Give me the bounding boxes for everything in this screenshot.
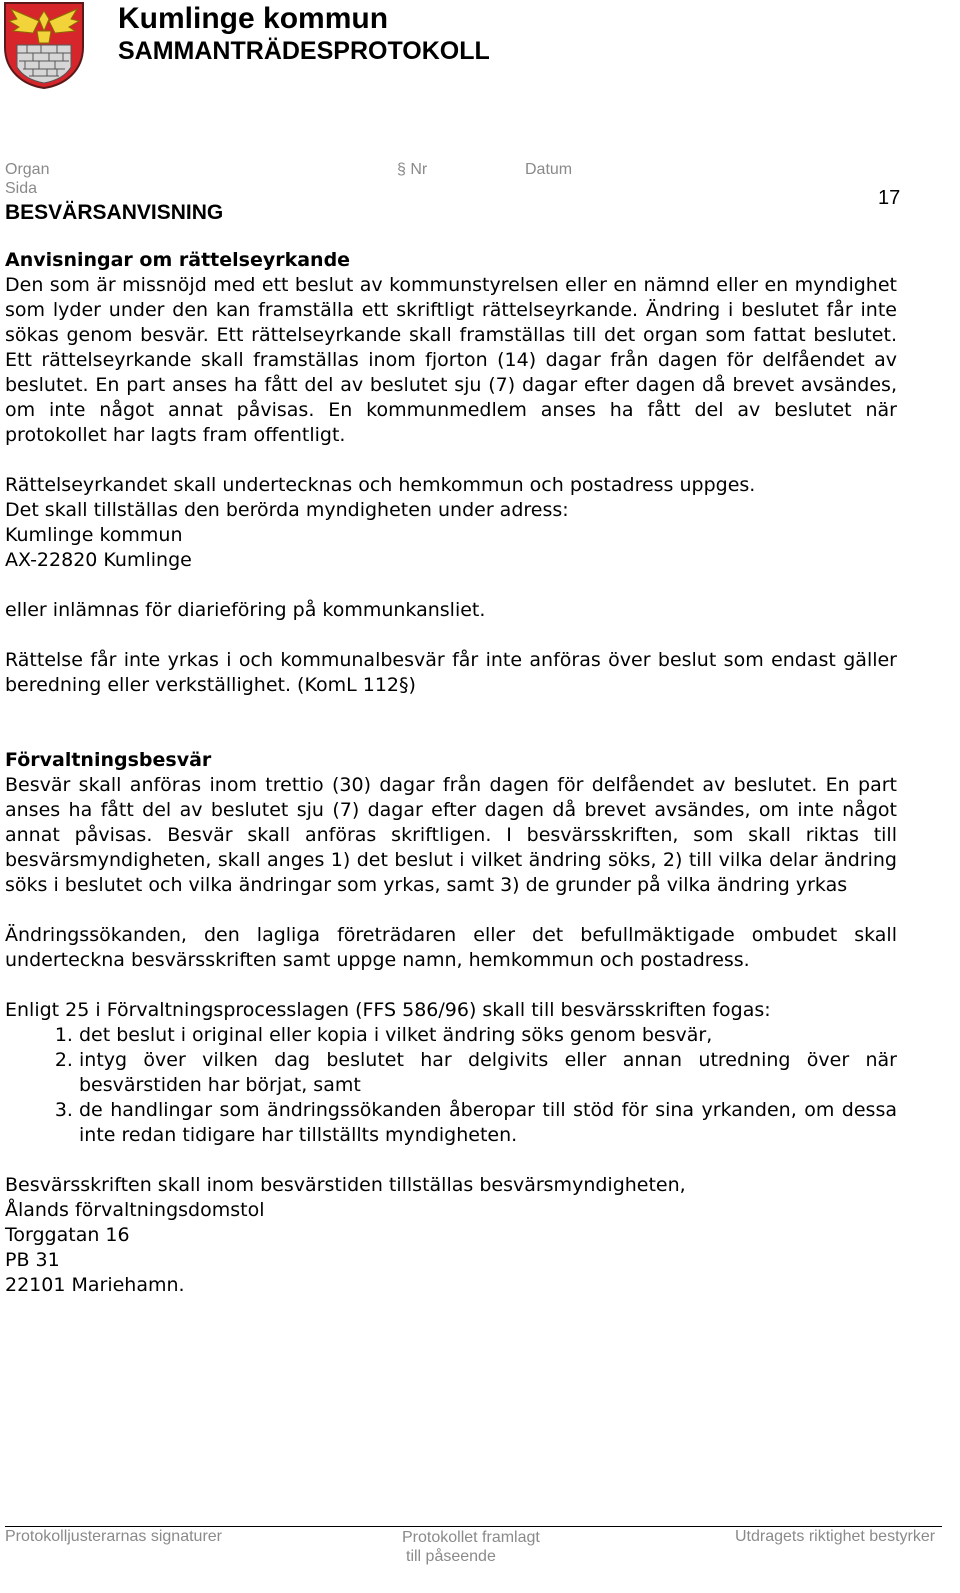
coat-of-arms-logo bbox=[3, 1, 85, 89]
submission-text: Besvärsskriften skall inom besvärstiden tillställas besvärsmyndigheten, bbox=[5, 1174, 686, 1196]
document-type: SAMMANTRÄDESPROTOKOLL bbox=[118, 37, 490, 65]
court-po-box: PB 31 bbox=[5, 1249, 60, 1271]
municipality-name: Kumlinge kommun bbox=[118, 2, 389, 35]
organ-label: Organ bbox=[5, 161, 50, 178]
rattelse-paragraph: Den som är missnöjd med ett beslut av kommunstyrelsen eller en nämnd eller en myndighet som lyder under den kan framställa ett skriftligt rättelseyrkande. Ändring i beslutet får inte sökas genom besvär. Ett rättelseyrkande skall framställas till det organ som fattat beslutet. Ett rättelseyrkande skall framställas inom fjorton (14) dagar från dagen för delfåendet av beslutet. En part anses ha fått del av beslutet sju (7) dagar efter dagen då brevet avsändes, om inte något annat påvisas. En kommunmedlem anses ha fått del av beslutet när protokollet har lagts fram offentligt. bbox=[5, 274, 897, 446]
footer-certified: Utdragets riktighet bestyrker bbox=[735, 1528, 936, 1545]
paragraph-number-label: § Nr bbox=[397, 161, 428, 178]
rattelse-signing: Rättelseyrkandet skall undertecknas och hemkommun och postadress uppges. bbox=[5, 474, 756, 496]
court-street: Torggatan 16 bbox=[5, 1224, 130, 1246]
rattelse-restriction: Rättelse får inte yrkas i och kommunalbesvär får inte anföras över beslut som endast gäller beredning eller verkställighet. (KomL 112§) bbox=[5, 649, 897, 696]
page-label: Sida bbox=[5, 180, 38, 197]
footer-divider bbox=[5, 1526, 942, 1527]
forvaltning-signing: Ändringssökanden, den lagliga företrädaren eller det befullmäktigade ombudet skall underteckna besvärsskriften samt uppge namn, hemkommun och postadress. bbox=[5, 924, 897, 971]
attachments-intro: Enligt 25 i Förvaltningsprocesslagen (FFS 586/96) skall till besvärsskriften fogas: bbox=[5, 999, 771, 1021]
forvaltning-heading: Förvaltningsbesvär bbox=[5, 749, 212, 771]
court-name: Ålands förvaltningsdomstol bbox=[5, 1199, 265, 1221]
document-body bbox=[5, 248, 897, 1298]
court-postal: 22101 Mariehamn. bbox=[5, 1274, 185, 1296]
attachment-item: 1. det beslut i original eller kopia i vilket ändring söks genom besvär, bbox=[79, 1023, 897, 1048]
attachment-item: 2. intyg över vilken dag beslutet har delgivits eller annan utredning över när besvärstiden har börjat, samt bbox=[79, 1048, 897, 1098]
rattelse-heading: Anvisningar om rättelseyrkande bbox=[5, 249, 351, 271]
footer-posted-line1: Protokollet framlagt bbox=[402, 1529, 540, 1546]
section-title: BESVÄRSANVISNING bbox=[5, 201, 224, 224]
forvaltning-paragraph: Besvär skall anföras inom trettio (30) dagar från dagen för delfåendet av beslutet. En part anses ha fått del av beslutet sju (7) dagar efter dagen då brevet avsändes, om inte något annat påvisas. Besvär skall anföras skriftligen. I besvärsskriften, som skall riktas till besvärsmyndigheten, skall anges 1) det beslut i vilket ändring söks, 2) till vilka delar ändring söks i beslutet och vilka ändringar som yrkas, samt 3) de grunder på vilka ändring yrkas bbox=[5, 774, 897, 896]
attachment-item: 3. de handlingar som ändringssökanden åberopar till stöd för sina yrkanden, om dessa inte redan tidigare har tillställts myndigheten. bbox=[79, 1098, 897, 1148]
rattelse-alternative: eller inlämnas för diarieföring på kommunkansliet. bbox=[5, 599, 486, 621]
page-number: 17 bbox=[878, 187, 901, 209]
date-label: Datum bbox=[525, 161, 573, 178]
footer-posted-line2: till påseende bbox=[406, 1548, 496, 1565]
rattelse-address-intro: Det skall tillställas den berörda myndigheten under adress: bbox=[5, 499, 569, 521]
rattelse-address-line2: AX-22820 Kumlinge bbox=[5, 549, 192, 571]
attachments-list bbox=[5, 1023, 897, 1148]
rattelse-address-line1: Kumlinge kommun bbox=[5, 524, 183, 546]
footer-signatures: Protokolljusterarnas signaturer bbox=[5, 1528, 222, 1545]
footer-posted bbox=[402, 1528, 572, 1566]
